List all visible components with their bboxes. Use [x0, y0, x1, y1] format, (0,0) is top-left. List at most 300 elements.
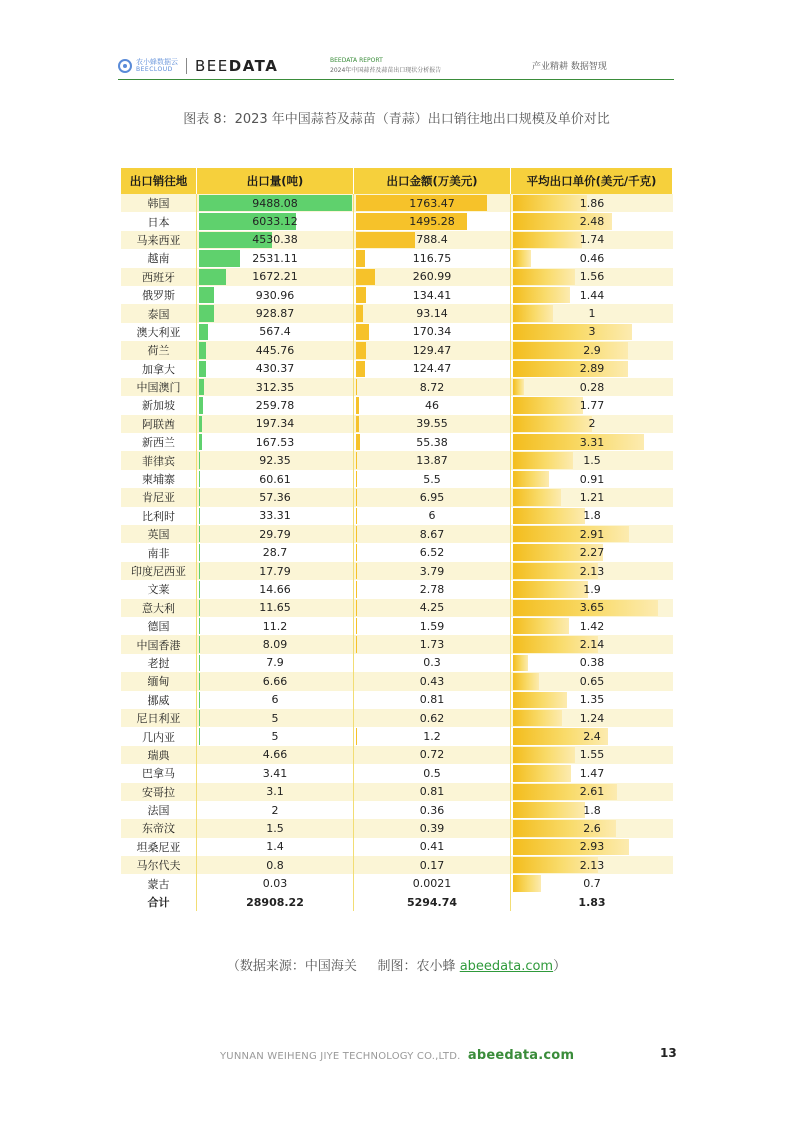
country-cell-value: 荷兰	[147, 344, 170, 358]
price-cell-bar	[513, 232, 582, 248]
source-prefix: （数据来源：中国海关	[226, 959, 357, 974]
beedata-brand	[195, 57, 278, 75]
table-row	[121, 580, 673, 598]
price-cell-value: 2.89	[579, 362, 605, 376]
table-row	[121, 286, 673, 304]
qty-cell-value: 33.31	[259, 509, 291, 523]
table-row	[121, 396, 673, 414]
price-cell-value: 2.13	[579, 858, 605, 872]
qty-cell-value: 2	[271, 803, 279, 817]
qty-cell	[197, 838, 354, 856]
country-cell	[121, 360, 197, 378]
total-price-cell	[511, 893, 673, 911]
price-cell-value: 1.21	[579, 490, 605, 504]
qty-cell-value: 6033.12	[252, 215, 298, 229]
header-divider	[118, 79, 674, 80]
country-cell-value: 菲律宾	[142, 454, 175, 468]
price-cell-bar	[513, 875, 541, 891]
price-cell-bar	[513, 305, 553, 321]
country-cell-value: 蒙古	[147, 877, 170, 891]
amount-cell	[354, 783, 511, 801]
qty-cell-value: 430.37	[255, 362, 295, 376]
qty-cell-value: 9488.08	[252, 196, 298, 210]
price-cell-value: 1.44	[579, 288, 605, 302]
price-cell-bar	[513, 342, 628, 358]
amount-cell	[354, 709, 511, 727]
amount-cell-bar	[356, 379, 357, 395]
price-cell	[511, 525, 673, 543]
price-cell-bar	[513, 692, 567, 708]
qty-cell	[197, 801, 354, 819]
country-cell	[121, 764, 197, 782]
amount-cell	[354, 470, 511, 488]
amount-cell	[354, 562, 511, 580]
qty-cell-bar	[199, 269, 226, 285]
qty-cell	[197, 488, 354, 506]
table-row	[121, 543, 673, 561]
qty-cell-value: 57.36	[259, 490, 291, 504]
qty-cell-value: 928.87	[255, 307, 295, 321]
price-cell	[511, 323, 673, 341]
price-cell-bar	[513, 765, 571, 781]
price-cell	[511, 470, 673, 488]
amount-cell	[354, 874, 511, 892]
qty-cell-value: 92.35	[259, 454, 291, 468]
country-cell-value: 肯尼亚	[142, 491, 175, 505]
price-cell-value: 0.7	[583, 877, 601, 891]
beecloud-logo-text	[136, 58, 178, 74]
price-cell-value: 3	[588, 325, 596, 339]
country-cell-value: 马来西亚	[136, 233, 181, 247]
price-cell-bar	[513, 618, 569, 634]
qty-cell	[197, 562, 354, 580]
amount-cell-value: 0.0021	[412, 877, 452, 891]
qty-cell-value: 259.78	[255, 398, 295, 412]
amount-cell-value: 1.2	[423, 730, 441, 744]
country-cell	[121, 415, 197, 433]
price-cell-value: 1.9	[583, 582, 601, 596]
qty-cell	[197, 304, 354, 322]
amount-cell-value: 788.4	[416, 233, 448, 247]
price-cell	[511, 304, 673, 322]
country-cell	[121, 341, 197, 359]
price-cell-value: 1.8	[583, 803, 601, 817]
amount-cell-value: 6.95	[419, 490, 445, 504]
qty-cell-bar	[199, 434, 202, 450]
qty-cell	[197, 249, 354, 267]
country-cell-value: 日本	[147, 215, 170, 229]
amount-cell-value: 129.47	[412, 343, 452, 357]
qty-cell	[197, 194, 354, 212]
qty-cell-value: 6	[271, 693, 279, 707]
qty-cell	[197, 268, 354, 286]
qty-cell-value: 11.2	[262, 619, 288, 633]
qty-cell-bar	[199, 452, 200, 468]
qty-cell-bar	[199, 250, 240, 266]
brand-bold: DATA	[228, 57, 279, 75]
country-cell	[121, 856, 197, 874]
country-cell-value: 尼日利亚	[136, 712, 181, 726]
beecloud-logo-icon	[118, 59, 132, 73]
price-cell-value: 0.46	[579, 251, 605, 265]
price-cell-value: 2.4	[583, 730, 601, 744]
price-cell-bar	[513, 434, 644, 450]
qty-cell-value: 5	[271, 730, 279, 744]
total-country-cell	[121, 893, 197, 911]
qty-cell-value: 6.66	[262, 674, 288, 688]
qty-cell-bar	[199, 287, 214, 303]
export-table	[121, 168, 673, 911]
qty-cell-value: 28.7	[262, 546, 288, 560]
price-cell-value: 2.14	[579, 638, 605, 652]
qty-cell-value: 8.09	[262, 638, 288, 652]
country-cell-value: 俄罗斯	[142, 289, 175, 303]
qty-cell	[197, 764, 354, 782]
amount-cell-value: 0.17	[419, 858, 445, 872]
total-qty-cell	[197, 893, 354, 911]
amount-cell-value: 8.67	[419, 527, 445, 541]
price-cell-value: 2.9	[583, 343, 601, 357]
country-cell	[121, 672, 197, 690]
country-cell-value: 中国澳门	[136, 381, 181, 395]
amount-cell-value: 55.38	[416, 435, 448, 449]
country-cell	[121, 635, 197, 653]
amount-cell-value: 4.25	[419, 601, 445, 615]
country-cell	[121, 304, 197, 322]
amount-cell	[354, 599, 511, 617]
amount-cell	[354, 360, 511, 378]
table-row	[121, 378, 673, 396]
qty-cell-value: 1.4	[266, 840, 284, 854]
qty-cell-value: 0.8	[266, 858, 284, 872]
price-cell	[511, 874, 673, 892]
price-cell-value: 2.48	[579, 215, 605, 229]
country-cell	[121, 323, 197, 341]
amount-cell-value: 0.39	[419, 821, 445, 835]
amount-cell-value: 0.72	[419, 748, 445, 762]
price-cell-value: 2.27	[579, 546, 605, 560]
qty-cell-value: 167.53	[255, 435, 295, 449]
qty-cell	[197, 746, 354, 764]
table-row	[121, 525, 673, 543]
table-body	[121, 194, 673, 911]
price-cell-bar	[513, 324, 632, 340]
country-cell	[121, 599, 197, 617]
country-cell	[121, 525, 197, 543]
price-cell	[511, 635, 673, 653]
footer	[220, 1048, 574, 1063]
country-cell	[121, 543, 197, 561]
amount-cell-bar	[356, 434, 360, 450]
country-cell-value: 南非	[147, 546, 170, 560]
amount-cell	[354, 396, 511, 414]
qty-cell-value: 567.4	[259, 325, 291, 339]
footer-company: YUNNAN WEIHENG JIYE TECHNOLOGY CO.,LTD.	[220, 1051, 461, 1062]
table-row	[121, 507, 673, 525]
country-cell	[121, 488, 197, 506]
qty-cell	[197, 819, 354, 837]
header-logo	[118, 57, 278, 75]
qty-cell-value: 2531.11	[252, 251, 298, 265]
amount-cell-value: 3.79	[419, 564, 445, 578]
country-cell	[121, 819, 197, 837]
price-cell-bar	[513, 452, 573, 468]
price-cell-bar	[513, 195, 587, 211]
amount-cell-value: 170.34	[412, 325, 452, 339]
country-cell	[121, 433, 197, 451]
qty-cell-value: 930.96	[255, 288, 295, 302]
country-cell	[121, 249, 197, 267]
qty-cell-bar	[199, 305, 214, 321]
amount-cell	[354, 746, 511, 764]
country-cell	[121, 562, 197, 580]
price-cell-value: 1.5	[583, 454, 601, 468]
country-cell-value: 加拿大	[142, 362, 175, 376]
qty-cell-bar	[199, 508, 200, 524]
qty-cell	[197, 507, 354, 525]
qty-cell-value: 197.34	[255, 417, 295, 431]
price-cell	[511, 783, 673, 801]
country-cell	[121, 746, 197, 764]
amount-cell	[354, 507, 511, 525]
amount-cell	[354, 378, 511, 396]
price-cell	[511, 599, 673, 617]
price-cell-bar	[513, 471, 549, 487]
price-cell-bar	[513, 655, 528, 671]
qty-cell-bar	[199, 361, 206, 377]
country-cell-value: 文莱	[147, 583, 170, 597]
source-link[interactable]: abeedata.com	[459, 959, 554, 974]
price-cell-bar	[513, 416, 592, 432]
table-row	[121, 874, 673, 892]
qty-cell-value: 4.66	[262, 748, 288, 762]
price-cell	[511, 672, 673, 690]
price-cell-bar	[513, 361, 628, 377]
table-row	[121, 562, 673, 580]
qty-cell-bar	[199, 416, 202, 432]
country-cell-value: 柬埔寨	[142, 473, 175, 487]
price-cell-value: 1.8	[583, 509, 601, 523]
qty-cell-value: 14.66	[259, 582, 291, 596]
amount-cell-bar	[356, 250, 365, 266]
price-cell	[511, 488, 673, 506]
amount-cell	[354, 488, 511, 506]
price-cell-value: 2.61	[579, 785, 605, 799]
country-cell	[121, 286, 197, 304]
amount-cell-value: 0.81	[419, 785, 445, 799]
country-cell-value: 印度尼西亚	[131, 565, 186, 578]
qty-cell	[197, 727, 354, 745]
price-cell	[511, 727, 673, 745]
table-row	[121, 360, 673, 378]
qty-cell	[197, 709, 354, 727]
amount-cell-value: 46	[425, 398, 439, 412]
qty-cell	[197, 470, 354, 488]
country-cell	[121, 268, 197, 286]
qty-cell	[197, 231, 354, 249]
amount-cell	[354, 231, 511, 249]
table-row	[121, 268, 673, 286]
report-label-block	[330, 56, 441, 76]
table-row	[121, 746, 673, 764]
price-cell	[511, 764, 673, 782]
amount-cell-value: 39.55	[416, 417, 448, 431]
qty-cell	[197, 654, 354, 672]
table-row	[121, 194, 673, 212]
country-cell	[121, 617, 197, 635]
country-cell-value: 韩国	[147, 197, 170, 211]
price-cell-bar	[513, 581, 588, 597]
source-maker: 制图：农小蜂	[377, 959, 456, 974]
qty-cell-value: 5	[271, 711, 279, 725]
amount-cell-value: 2.78	[419, 582, 445, 596]
table-row	[121, 451, 673, 469]
amount-cell-value: 8.72	[419, 380, 445, 394]
price-cell	[511, 654, 673, 672]
total-price-cell-value: 1.83	[578, 895, 606, 909]
amount-cell	[354, 635, 511, 653]
price-cell	[511, 341, 673, 359]
country-cell	[121, 396, 197, 414]
amount-cell	[354, 194, 511, 212]
header-slogan: 产业精耕 数据智现	[532, 62, 607, 72]
country-cell	[121, 801, 197, 819]
country-cell-value: 西班牙	[142, 270, 175, 284]
table-row	[121, 838, 673, 856]
price-cell	[511, 562, 673, 580]
amount-cell	[354, 856, 511, 874]
country-cell-value: 越南	[147, 252, 170, 266]
logo-cn: 农小蜂数据云	[136, 58, 178, 66]
table-row	[121, 249, 673, 267]
price-cell	[511, 378, 673, 396]
amount-cell-bar	[356, 232, 415, 248]
price-cell-value: 2.93	[579, 840, 605, 854]
country-cell	[121, 709, 197, 727]
footer-site[interactable]: abeedata.com	[467, 1048, 575, 1063]
country-cell-value: 阿联酋	[142, 417, 175, 431]
price-cell-bar	[513, 250, 531, 266]
amount-cell-value: 0.62	[419, 711, 445, 725]
qty-cell	[197, 672, 354, 690]
qty-cell	[197, 212, 354, 230]
amount-cell	[354, 433, 511, 451]
table-row	[121, 415, 673, 433]
qty-cell	[197, 856, 354, 874]
price-cell-value: 0.38	[579, 656, 605, 670]
price-cell-value: 1.74	[579, 233, 605, 247]
amount-cell-value: 6	[428, 509, 436, 523]
amount-cell	[354, 304, 511, 322]
amount-cell-value: 0.81	[419, 693, 445, 707]
country-cell-value: 老挝	[147, 656, 170, 670]
qty-cell-value: 29.79	[259, 527, 291, 541]
qty-cell-value: 1672.21	[252, 270, 298, 284]
price-cell	[511, 580, 673, 598]
amount-cell-value: 1763.47	[409, 196, 455, 210]
qty-cell	[197, 378, 354, 396]
table-row	[121, 672, 673, 690]
table-header-row	[121, 168, 673, 194]
country-cell	[121, 231, 197, 249]
price-cell-value: 1.47	[579, 766, 605, 780]
price-cell	[511, 249, 673, 267]
price-cell-value: 0.28	[579, 380, 605, 394]
qty-cell-value: 4530.38	[252, 233, 298, 247]
country-cell-value: 法国	[147, 804, 170, 818]
page-number: 13	[660, 1046, 677, 1060]
qty-cell	[197, 525, 354, 543]
price-cell-value: 2.91	[579, 527, 605, 541]
price-cell	[511, 507, 673, 525]
country-cell	[121, 212, 197, 230]
price-cell-value: 2.6	[583, 821, 601, 835]
price-cell	[511, 433, 673, 451]
country-cell-value: 比利时	[142, 509, 175, 523]
amount-cell-bar	[356, 397, 359, 413]
price-cell-value: 1	[588, 307, 596, 321]
qty-cell-value: 445.76	[255, 343, 295, 357]
country-cell-value: 中国香港	[136, 638, 181, 652]
table-row	[121, 212, 673, 230]
country-cell-value: 缅甸	[147, 675, 170, 689]
country-cell-value: 意大利	[142, 601, 175, 615]
country-cell-value: 德国	[147, 620, 170, 634]
table-row	[121, 709, 673, 727]
price-cell	[511, 709, 673, 727]
amount-cell-value: 1.59	[419, 619, 445, 633]
table-row	[121, 801, 673, 819]
amount-cell	[354, 451, 511, 469]
table-row	[121, 599, 673, 617]
amount-cell	[354, 268, 511, 286]
table-row	[121, 617, 673, 635]
qty-cell	[197, 691, 354, 709]
qty-cell	[197, 341, 354, 359]
qty-cell-bar	[199, 324, 208, 340]
amount-cell-bar	[356, 269, 375, 285]
price-cell-bar	[513, 269, 575, 285]
price-cell	[511, 543, 673, 561]
source-suffix: ）	[553, 959, 567, 974]
qty-cell	[197, 360, 354, 378]
price-cell	[511, 746, 673, 764]
table-row	[121, 341, 673, 359]
price-cell-bar	[513, 508, 585, 524]
country-cell-value: 马尔代夫	[136, 859, 181, 873]
logo-divider	[186, 58, 187, 74]
qty-cell-value: 312.35	[255, 380, 295, 394]
qty-cell-bar	[199, 471, 200, 487]
total-amount-cell-value: 5294.74	[406, 895, 458, 909]
qty-cell-value: 60.61	[259, 472, 291, 486]
amount-cell-value: 0.5	[423, 766, 441, 780]
amount-cell-bar	[356, 361, 365, 377]
country-cell-value: 东帝汶	[142, 822, 175, 836]
amount-cell	[354, 525, 511, 543]
price-cell	[511, 838, 673, 856]
amount-cell-bar	[356, 342, 366, 358]
report-label: BEEDATA REPORT	[330, 57, 383, 64]
table-row	[121, 433, 673, 451]
country-cell-value: 新加坡	[142, 399, 175, 413]
amount-cell-bar	[356, 287, 366, 303]
country-cell	[121, 507, 197, 525]
country-cell-value: 几内亚	[142, 730, 175, 744]
price-cell	[511, 286, 673, 304]
table-row	[121, 323, 673, 341]
price-cell-value: 1.42	[579, 619, 605, 633]
